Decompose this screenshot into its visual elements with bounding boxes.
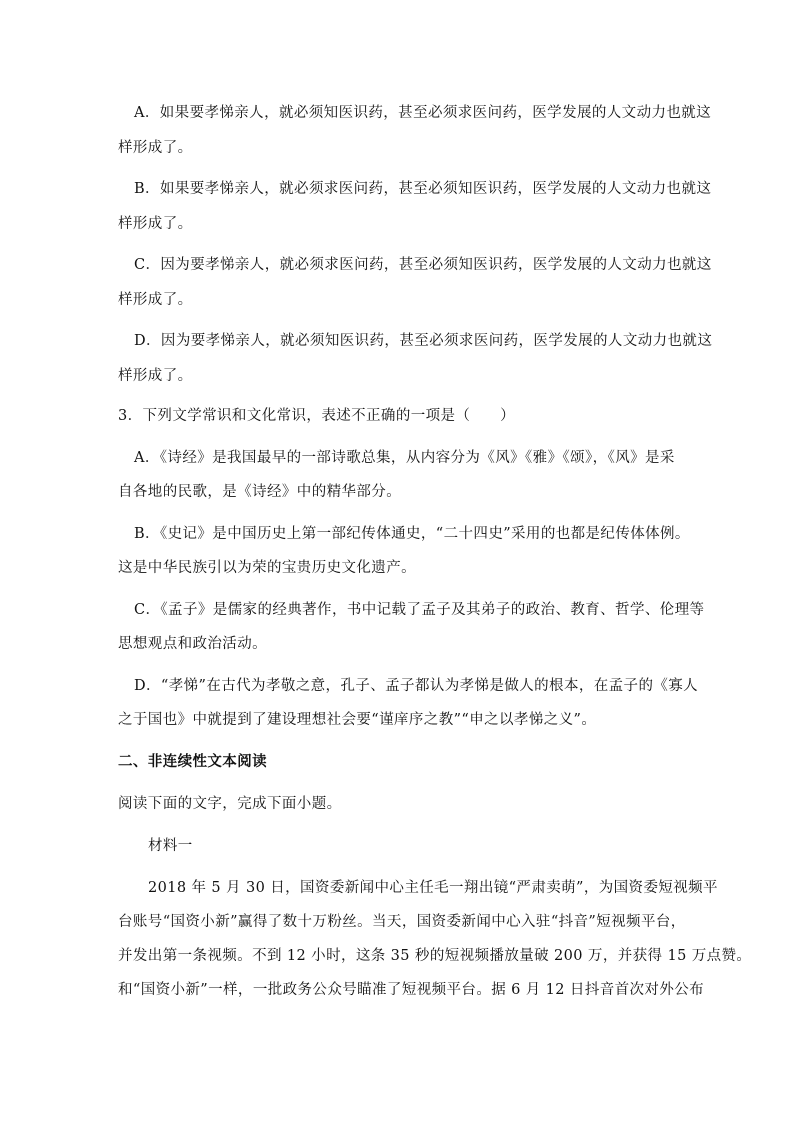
- paragraph-line-4: 和“国资小新”一样，一批政务公众号瞄准了短视频平台。据 6 月 12 日抖音首次对外公布: [118, 982, 705, 998]
- material-title: 材料一: [148, 838, 193, 854]
- reading-instruction: 阅读下面的文字，完成下面小题。: [118, 796, 342, 812]
- q3-option-c-line-1: C．《孟子》是儒家的经典著作，书中记载了孟子及其弟子的政治、教育、哲学、伦理等: [134, 602, 705, 618]
- option-d-line-2: 样形成了。: [118, 368, 193, 384]
- option-b-line-2: 样形成了。: [118, 216, 193, 232]
- q3-option-b-line-1: B．《史记》是中国历史上第一部纪传体通史，“二十四史”采用的也都是纪传体体例。: [134, 526, 690, 542]
- option-c-line-2: 样形成了。: [118, 292, 193, 308]
- paragraph-line-1: 2018 年 5 月 30 日，国资委新闻中心主任毛一翔出镜“严肃卖萌”，为国资委短视频平: [148, 880, 718, 896]
- option-a-line-2: 样形成了。: [118, 140, 193, 156]
- q3-option-c-line-2: 思想观点和政治活动。: [118, 636, 267, 652]
- q3-option-d-line-2: 之于国也》中就提到了建设理想社会要“谨庠序之教”“申之以孝悌之义”。: [118, 712, 597, 728]
- q3-option-b-line-2: 这是中华民族引以为荣的宝贵历史文化遗产。: [118, 560, 416, 576]
- option-a-line-1: A．如果要孝悌亲人，就必须知医识药，甚至必须求医问药，医学发展的人文动力也就这: [134, 105, 712, 121]
- option-c-line-1: C．因为要孝悌亲人，就必须求医问药，甚至必须知医识药，医学发展的人文动力也就这: [134, 257, 712, 273]
- paragraph-line-2: 台账号“国资小新”赢得了数十万粉丝。当天，国资委新闻中心入驻“抖音”短视频平台，: [118, 914, 686, 930]
- q3-option-d-line-1: D．“孝悌”在古代为孝敬之意，孔子、孟子都认为孝悌是做人的根本，在孟子的《寡人: [134, 678, 699, 694]
- q3-option-a-line-1: A．《诗经》是我国最早的一部诗歌总集，从内容分为《风》《雅》《颂》，《风》是采: [134, 450, 675, 466]
- question-3-stem: 3．下列文学常识和文化常识，表述不正确的一项是（ ）: [118, 408, 516, 424]
- paragraph-line-3: 并发出第一条视频。不到 12 小时，这条 35 秒的短视频播放量破 200 万，并获得 15 万点赞。: [118, 948, 752, 964]
- q3-option-a-line-2: 自各地的民歌，是《诗经》中的精华部分。: [118, 484, 402, 500]
- option-b-line-1: B．如果要孝悌亲人，就必须求医问药，甚至必须知医识药，医学发展的人文动力也就这: [134, 181, 712, 197]
- option-d-line-1: D．因为要孝悌亲人，就必须知医识药，甚至必须求医问药，医学发展的人文动力也就这: [134, 333, 713, 349]
- section-heading: 二、非连续性文本阅读: [118, 753, 267, 770]
